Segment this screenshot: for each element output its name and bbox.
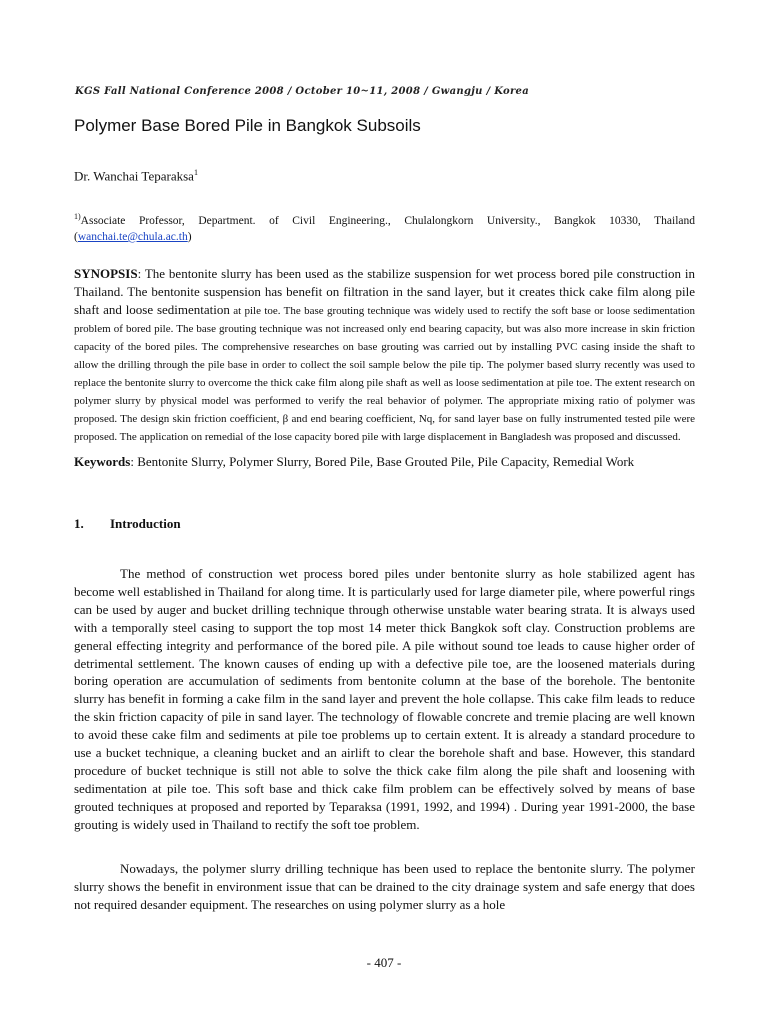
page-number: - 407 - bbox=[366, 955, 402, 970]
body-paragraph-2 bbox=[74, 860, 695, 914]
author-line bbox=[74, 168, 198, 184]
author-superscript: 1 bbox=[193, 168, 198, 177]
synopsis-label: SYNOPSIS bbox=[74, 266, 138, 281]
section-heading bbox=[74, 516, 181, 532]
synopsis-body: at pile toe. The base grouting technique was widely used to rectify the soft base or loose sedimentation problem of bored pile. The base grouting technique was not increased only end bearing capacity, but was also more increase in skin friction capacity of the bored piles. The comprehensive researches on base grouting was carried out by installing PVC casing inside the shaft to allow the drilling through the pile base in order to collect the soil sample below the pile tip. The polymer based slurry recently was used to replace the bentonite slurry to overcome the thick cake film along pile shaft as well as loose sedimentation at pile toe. The extent research on polymer slurry by physical model was performed to verify the real behavior of polymer. The appropriate mixing ratio of polymer was proposed. The design skin friction coefficient, β and end bearing coefficient, Nq, for sand layer base on fully instrumented tested pile were proposed. The application on remedial of the lose capacity bored pile with large displacement in Bangladesh was proposed and discussed. bbox=[74, 305, 695, 443]
body-paragraph-1 bbox=[74, 565, 695, 834]
paragraph-1-text: The method of construction wet process bored piles under bentonite slurry as hole stabilized agent has become well established in Thailand for along time. It is particularly used for large diameter pile, where powerful rings can be used by auger and bucket drilling technique through otherwise unstable water bearing strata. It is always used with a temporally steel casing to support the top most 14 meter thick Bangkok soft clay. Construction problems are general effecting integrity and performance of the bored pile. A pile without sound toe leads to cause higher order of detrimental settlement. The known causes of ending up with a defective pile toe, are the loosened materials during boring operation are accumulation of sediments from bentonite column at the base of the borehole. The bentonite slurry has benefit in forming a cake film in the sand layer and prevent the hole collapse. This cake film leads to reduce the skin friction capacity of pile in sand layer. The technology of flowable concrete and tremie placing are well known to avoid these cake film and sediments at pile toe problems up to certain extent. It is already a standard procedure to use a bucket technique, a cleaning bucket and an airlift to clear the borehole shaft and base. However, this standard procedure of bucket technique is still not able to solve the thick cake film along the pile shaft and loosening with sedimentation at pile toe. This soft base and thick cake film problem can be effectively solved by means of base grouted techniques at proposed and reported by Teparaksa (1991, 1992, and 1994) . During year 1991-2000, the base grouting is widely used in Thailand to rectify the soft toe problem. bbox=[74, 566, 695, 832]
affiliation-text: Associate Professor, Department. of Civil Engineering., Chulalongkorn University., Bangkok 10330, Thailand ( bbox=[74, 214, 695, 243]
affiliation-superscript: 1) bbox=[74, 212, 81, 221]
keywords-label: Keywords bbox=[74, 454, 131, 469]
keywords-text: : Bentonite Slurry, Polymer Slurry, Bored Pile, Base Grouted Pile, Pile Capacity, Remedial Work bbox=[130, 454, 635, 469]
affiliation-close: ) bbox=[187, 230, 192, 243]
synopsis-lead: : The bentonite slurry has been used as the stabilize suspension for wet process bored pile construction in Thailand. The bentonite suspension has benefit on filtration in the sand layer, but it creates thick cake film along pile shaft and loose sedimentation bbox=[74, 266, 695, 317]
conference-header: KGS Fall National Conference 2008 / October 10~11, 2008 / Gwangju / Korea bbox=[75, 86, 529, 97]
synopsis bbox=[74, 265, 695, 445]
paragraph-2-text: Nowadays, the polymer slurry drilling technique has been used to replace the bentonite slurry. The polymer slurry shows the benefit in environment issue that can be drained to the city drainage system and safe energy that does not required desander equipment. The researches on using polymer slurry as a hole bbox=[74, 861, 695, 912]
email-link[interactable]: wanchai.te@chula.ac.th bbox=[77, 230, 188, 243]
affiliation bbox=[74, 209, 695, 245]
keywords bbox=[74, 454, 634, 470]
author-name: Dr. Wanchai Teparaksa bbox=[74, 168, 194, 184]
section-number: 1. bbox=[74, 516, 84, 531]
paper-title: Polymer Base Bored Pile in Bangkok Subsoils bbox=[74, 116, 421, 135]
section-title: Introduction bbox=[110, 516, 181, 531]
